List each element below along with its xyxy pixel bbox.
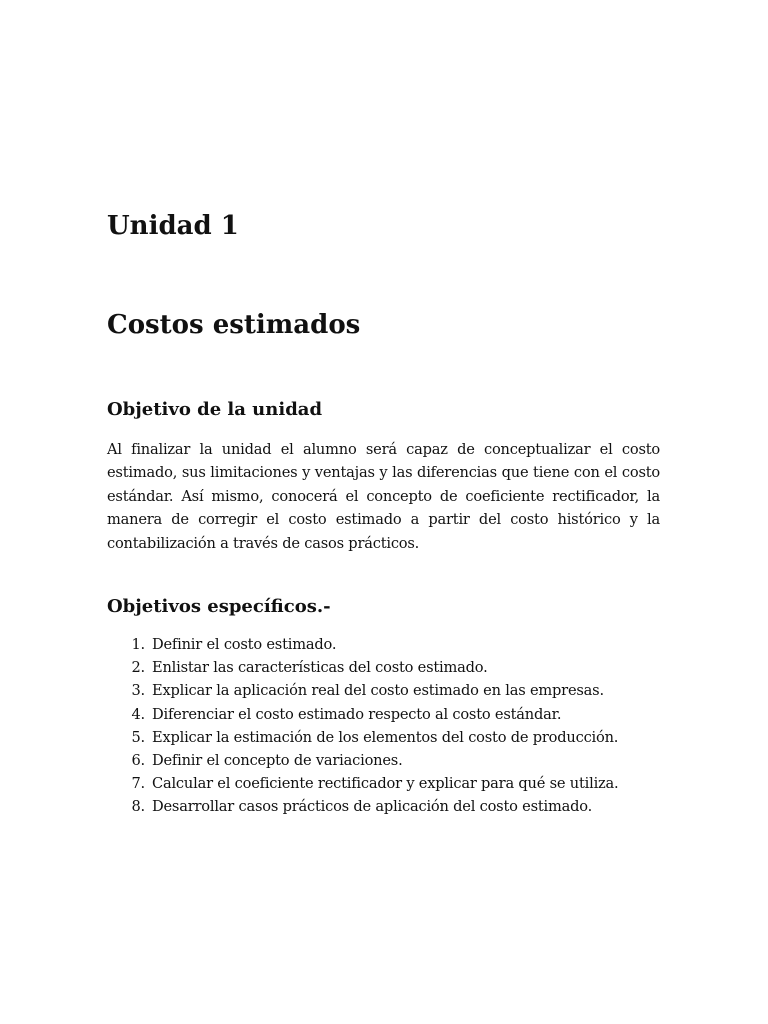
objective-list-item [107,772,660,795]
list-item-number: 6. [131,751,145,769]
list-item-number: 3. [131,682,145,700]
list-item-text: Calcular el coeficiente rectificador y explicar para qué se utiliza. [152,775,619,793]
list-item-number: 1. [131,636,145,653]
list-item-text: Explicar la aplicación real del costo estimado en las empresas. [152,682,604,700]
list-item-text: Diferenciar el costo estimado respecto al costo estándar. [152,705,562,723]
specific-objectives-list [107,633,660,819]
objective-list-item [107,679,660,702]
list-item-number: 5. [131,728,145,746]
specific-objectives-heading: Objetivos específicos.- [107,596,331,617]
unit-title: Unidad 1 [107,211,239,241]
objective-list-item [107,703,660,726]
objective-list-item [107,795,660,818]
list-item-text: Enlistar las características del costo estimado. [152,659,488,677]
chapter-title: Costos estimados [107,310,361,340]
objective-list-item [107,633,660,656]
list-item-number: 7. [131,775,145,793]
list-item-number: 4. [131,705,145,723]
list-item-number: 2. [131,659,145,677]
list-item-number: 8. [131,798,145,816]
list-item-text: Explicar la estimación de los elementos del costo de producción. [152,728,619,746]
objective-list-item [107,749,660,772]
list-item-text: Desarrollar casos prácticos de aplicación del costo estimado. [152,798,593,816]
objective-list-item [107,656,660,679]
objective-list-item [107,726,660,749]
objective-paragraph: Al finalizar la unidad el alumno será capaz de conceptualizar el costo estimado, sus limitaciones y ventajas y las diferencias que tiene con el costo estándar. Así mismo, conocerá el concepto de coeficiente rectificador, la manera de corregir el costo estimado a partir del costo histórico y la contabilización a través de casos prácticos. [107,441,660,552]
list-item-text: Definir el costo estimado. [152,636,337,653]
list-item-text: Definir el concepto de variaciones. [152,751,403,769]
document-page [107,0,660,1024]
objective-heading: Objetivo de la unidad [107,399,323,420]
